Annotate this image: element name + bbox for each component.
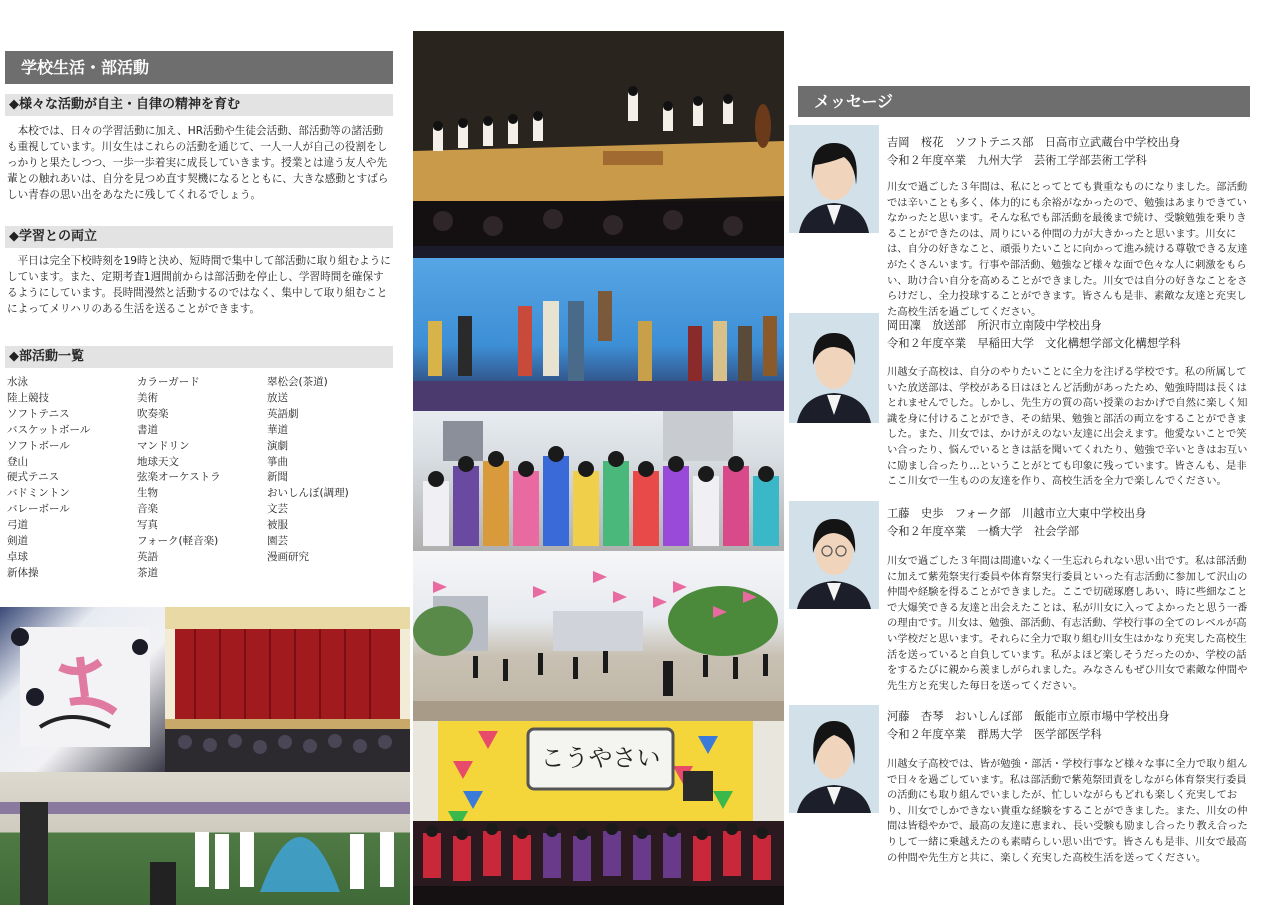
message-2-name: 岡田凜 放送部 所沢市立南陵中学校出身 (887, 319, 1102, 332)
club-item: 漫画研究 (267, 550, 309, 563)
club-item: 登山 (7, 455, 28, 468)
message-1-name: 吉岡 桜花 ソフトテニス部 日高市立武蔵台中学校出身 (887, 136, 1181, 149)
club-item: 茶道 (137, 566, 158, 579)
club-item: 演劇 (267, 439, 288, 452)
club-list-column-1 (7, 375, 132, 582)
school-festival-photo (413, 721, 784, 905)
club-item: マンドリン (137, 439, 190, 452)
club-item: 弓道 (7, 519, 28, 532)
club-item: 生物 (137, 487, 158, 500)
message-4-body: 川越女子高校では、皆が勉強・部活・学校行事など様々な事に全力で取り組んで日々を過ごしています。私は部活動で紫苑祭団責をしながら体育祭実行委員の活動にも取り組んでいましたが、忙しいながらもどれも楽しく充実しており、川女でしかできない貴重な経験をすることができました。また、川女の仲間は皆穏やかで、最高の友達に恵まれ、長い受験も励まし合ったり教え合ったりして一緒に乗越えたのも素晴らしい思い出です。皆さんも是非、川女で最高の仲間や先生方と共に、楽しく充実した高校生活を送ってください。 (887, 758, 1248, 864)
balance-body: 平日は完全下校時刻を19時と決め、短時間で集中して部活動に取り組むようにしています。また、定期考査1週間前からは部活動を停止し、学習時間を確保するようにしています。長時間漫然と活動するのではなく、集中して取り組むことによってメリハリのある生活を送ることができます。 (7, 255, 391, 315)
message-1-body: 川女で過ごした３年間は、私にとってとても貴重なものになりました。部活動では辛いことも多く、体力的にも余裕がなかったので、勉強はあまりできていなかったと思います。そんな私でも部活動を最後まで続け、受験勉強を乗りきることができたのは、周りにいる仲間の力が大きかったと思います。川女には、自分の好きなこと、頑張りたいことに向かって進み続ける尊敬できる友達がたくさんいます。行事や部活動、勉強など様々な面で色々な人に刺激をもらい、助け合い自分を高めることができました。川女では自分の好きなことをさらけだし、全力投球することができます。皆さんも是非、素敵な友達と充実した高校生活を過ごしてください。 (887, 181, 1248, 318)
club-item: 文芸 (267, 503, 288, 516)
festival-sign-text: こうやさい (540, 744, 661, 772)
club-item: カラーガード (137, 376, 200, 388)
club-item: 被服 (267, 519, 288, 532)
message-2-graduation: 令和２年度卒業 早稲田大学 文化構想学部文化構想学科 (887, 337, 1181, 350)
activities-body: 本校では、日々の学習活動に加え、HR活動や生徒会活動、部活動等の諸活動も重視しています。川女生はこれらの活動を通じて、一人一人が自己の役割をしっかりと果たしつつ、一歩一歩着実に成長していきます。授業とは違う友人や先輩との触れあいは、自分を見つめ直す契機になるとともに、大きな感動とすばらしい青春の思い出をあなたに残してくれるでしょう。 (7, 125, 389, 201)
message-1-graduation: 令和２年度卒業 九州大学 芸術工学部芸術工学科 (887, 154, 1147, 167)
club-item: 翠松会(茶道) (267, 376, 328, 388)
club-item: 放送 (267, 391, 288, 404)
club-item: 卓球 (7, 550, 28, 563)
section-title-message: メッセージ (798, 86, 1250, 117)
club-item: 水泳 (7, 376, 28, 388)
message-4-name: 河藤 杏琴 おいしんぼ部 飯能市立原市場中学校出身 (887, 710, 1170, 723)
club-item: 書道 (137, 423, 158, 436)
club-list-column-2 (137, 375, 262, 582)
message-3-body: 川女で過ごした３年間は間違いなく一生忘れられない思い出です。私は部活動に加えて紫苑祭実行委員や体育祭実行委員といった有志活動に参加して沢山の仲間や経験を得ることができました。ここで切磋琢磨しあい、時に些細なことで大爆笑できる友達と出会えたことは、私が川女に入ってよかったと思う一番の理由です。川女は、勉強、部活動、有志活動、学校行事の全てのレベルが高い学校だと思います。それらに全力で取り組む川女生はかなり充実した高校生活を送っていると自負しています。私がよほど楽しそうだったのか、学校の話をするたびに親から羨ましがられました。みなさんもぜひ川女で素敵な仲間や先生方と充実した毎日を送ってください。 (887, 555, 1248, 692)
club-item: 音楽 (137, 503, 158, 516)
dance-performance-photo (0, 772, 410, 905)
club-item: 硬式テニス (7, 471, 60, 484)
costume-group-photo (413, 411, 784, 551)
clubs-heading: ◆部活動一覧 (5, 346, 393, 368)
club-item: 弦楽オーケストラ (137, 471, 221, 484)
club-list-column-3 (267, 375, 392, 566)
club-item: 陸上競技 (7, 391, 49, 404)
orchestra-concert-photo (413, 31, 784, 246)
message-3-graduation: 令和２年度卒業 一橋大学 社会学部 (887, 525, 1080, 538)
drama-stage-photo (413, 246, 784, 411)
club-item: 新体操 (7, 566, 39, 579)
club-item: 地球天文 (137, 455, 179, 468)
club-item: 新聞 (267, 471, 288, 484)
club-item: 美術 (137, 391, 158, 404)
message-4-graduation: 令和２年度卒業 群馬大学 医学部医学科 (887, 728, 1102, 741)
club-item: 写真 (137, 519, 158, 532)
activities-heading: ◆様々な活動が自主・自律の精神を育む (5, 94, 393, 116)
club-item: 園芸 (267, 535, 288, 548)
club-item: おいしんぼ(調理) (267, 487, 349, 500)
club-item: 英語 (137, 550, 158, 563)
club-item: ソフトテニス (7, 407, 70, 420)
message-2-body: 川越女子高校は、自分のやりたいことに全力を注げる学校です。私の所属していた放送部は、学校がある日はほとんど活動があったため、勉強時間は長くはとれませんでした。しかし、先生方の質の高い授業のおかげで自然に楽しく知識を身に付けることができ、その結果、勉強と部活の両立をすることができました。また、川女では、かけがえのない友達に出会えます。他愛ないことで笑い合ったり、悩んでいるときは話を聞いてくれたり、勉強で辛いときはお互いに励まし合ったり…ということがとても印象に残っています。皆さんも、是非ここ川女で一生ものの友達を作り、高校生活を全力で楽しんでください。 (887, 366, 1248, 488)
sports-field-photo (413, 551, 784, 721)
message-3-name: 工藤 史歩 フォーク部 川越市立大東中学校出身 (887, 507, 1147, 520)
stage-koto-performance-photo (165, 607, 410, 772)
balance-heading: ◆学習との両立 (5, 226, 393, 248)
club-item: 華道 (267, 423, 288, 436)
club-item: 箏曲 (267, 455, 288, 468)
club-item: 英語劇 (267, 407, 299, 420)
club-item: フォーク(軽音楽) (137, 535, 219, 548)
club-item: 吹奏楽 (137, 407, 169, 420)
club-item: バドミントン (7, 487, 70, 500)
club-item: 剣道 (7, 535, 28, 548)
club-item: バスケットボール (7, 423, 91, 436)
club-item: バレーボール (7, 503, 70, 516)
club-item: ソフトボール (7, 439, 70, 452)
calligraphy-performance-photo (0, 607, 165, 772)
section-title-school-life: 学校生活・部活動 (5, 51, 393, 84)
